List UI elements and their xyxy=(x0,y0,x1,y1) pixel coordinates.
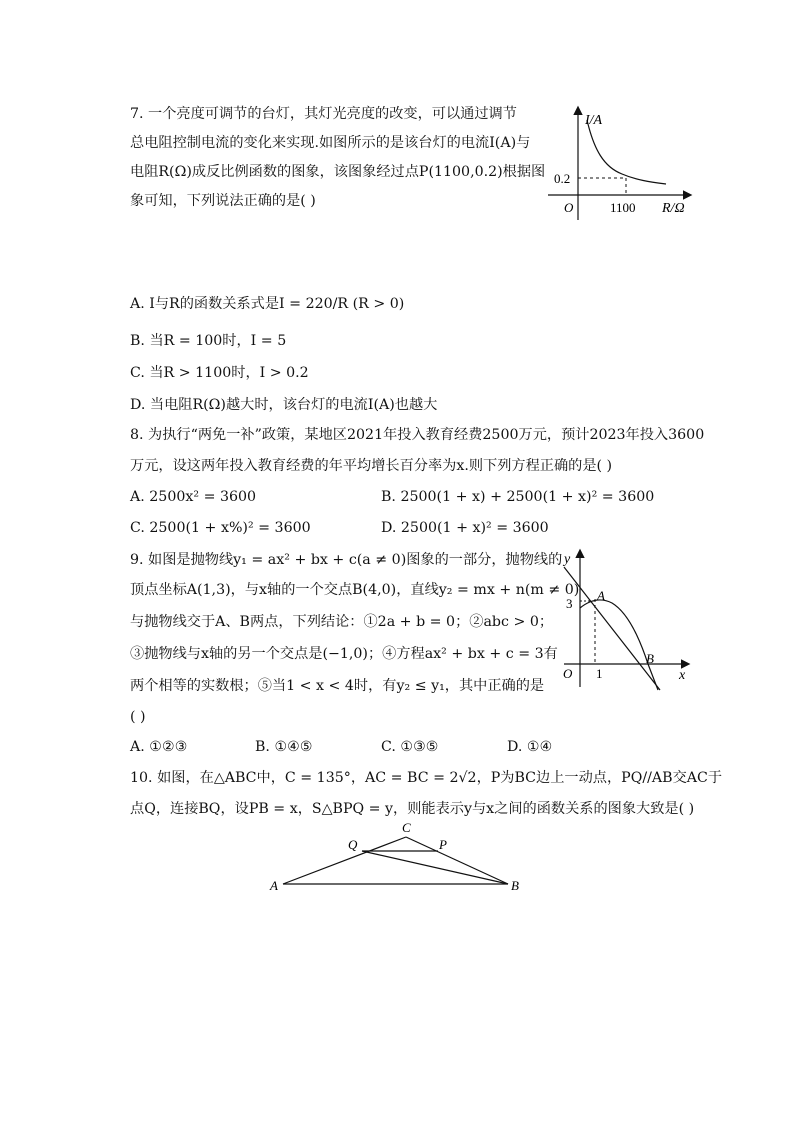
q7-graph xyxy=(540,100,700,225)
q9-option-c: C. ①③⑤ xyxy=(381,739,439,755)
q10-figure xyxy=(265,815,530,900)
q9-x-label: x xyxy=(679,668,686,683)
q9-origin: O xyxy=(563,666,573,681)
q7-option-d: D. 当电阻R(Ω)越大时，该台灯的电流I(A)也越大 xyxy=(130,397,438,413)
q8-option-d: D. 2500(1 + x)² = 3600 xyxy=(381,520,549,536)
q10-label-a: A xyxy=(270,878,278,893)
q9-y-label: y xyxy=(564,552,571,567)
q10-line-1: 10. 如图，在△ABC中，C = 135°，AC = BC = 2√2，P为BC边上一动点，PQ//AB交AC于 xyxy=(130,770,723,786)
q7-option-b: B. 当R = 100时，I = 5 xyxy=(130,333,287,349)
q9-y-tick: 3 xyxy=(566,596,573,611)
q7-x-tick: 1100 xyxy=(610,200,636,215)
q7-option-c: C. 当R > 1100时，I > 0.2 xyxy=(130,365,309,381)
q8-option-a: A. 2500x² = 3600 xyxy=(130,489,257,505)
q10-label-b: B xyxy=(511,878,519,893)
q7-y-tick: 0.2 xyxy=(554,171,571,186)
q10-side-ac xyxy=(283,837,406,884)
q10-label-q: Q xyxy=(348,837,358,852)
q8-line-1: 8. 为执行“两免一补”政策，某地区2021年投入教育经费2500万元，预计2023年投入3600 xyxy=(130,427,705,443)
q9-parabola xyxy=(580,600,658,690)
q9-line-6: ( ) xyxy=(130,709,146,725)
q8-line-2: 万元，设这两年投入教育经费的年平均增长百分率为x.则下列方程正确的是( ) xyxy=(130,458,613,474)
q7-line-1: 7. 一个亮度可调节的台灯，其灯光亮度的改变，可以通过调节 xyxy=(130,106,517,122)
q9-x-tick: 1 xyxy=(596,666,603,681)
q8-option-b: B. 2500(1 + x) + 2500(1 + x)² = 3600 xyxy=(381,489,655,505)
q8-option-c: C. 2500(1 + x%)² = 3600 xyxy=(130,520,311,536)
q9-line-2: 顶点坐标A(1,3)，与x轴的一个交点B(4,0)，直线y₂ = mx + n(m ≠ 0) xyxy=(130,582,580,598)
q9-line-1: 9. 如图是抛物线y₁ = ax² + bx + c(a ≠ 0)图象的一部分，抛物线的 xyxy=(130,552,563,568)
q7-line-2: 总电阻控制电流的变化来实现.如图所示的是该台灯的电流I(A)与 xyxy=(130,135,531,151)
q9-point-b: B xyxy=(646,651,654,666)
q10-segment-bq xyxy=(362,851,508,884)
q7-line-4: 象可知，下列说法正确的是( ) xyxy=(130,193,316,209)
q9-line-3: 与抛物线交于A、B两点，下列结论：①2a + b = 0；②abc > 0； xyxy=(130,614,554,630)
q9-line-y2 xyxy=(564,567,660,690)
q7-x-label: R/Ω xyxy=(662,201,685,216)
q10-side-bc xyxy=(406,837,508,884)
q7-option-a: A. I与R的函数关系式是I = 220/R (R > 0) xyxy=(130,296,405,312)
q10-line-2: 点Q，连接BQ，设PB = x，S△BPQ = y，则能表示y与x之间的函数关系的图象大致是( ) xyxy=(130,801,695,817)
q9-option-b: B. ①④⑤ xyxy=(255,739,313,755)
q7-line-3: 电阻R(Ω)成反比例函数的图象，该图象经过点P(1100,0.2)根据图 xyxy=(130,164,546,180)
q9-option-a: A. ①②③ xyxy=(130,739,188,755)
q10-label-c: C xyxy=(402,820,411,835)
q7-y-label: I/A xyxy=(585,113,603,128)
q9-line-5: 两个相等的实数根；⑤当1 < x < 4时，有y₂ ≤ y₁，其中正确的是 xyxy=(130,678,545,694)
q7-curve xyxy=(587,120,666,184)
q10-label-p: P xyxy=(439,837,447,852)
q9-line-4: ③抛物线与x轴的另一个交点是(−1,0)；④方程ax² + bx + c = 3有 xyxy=(130,646,558,662)
q9-option-d: D. ①④ xyxy=(507,739,553,755)
q7-origin: O xyxy=(564,200,574,215)
q9-graph xyxy=(550,545,695,695)
q9-point-a: A xyxy=(597,588,605,603)
